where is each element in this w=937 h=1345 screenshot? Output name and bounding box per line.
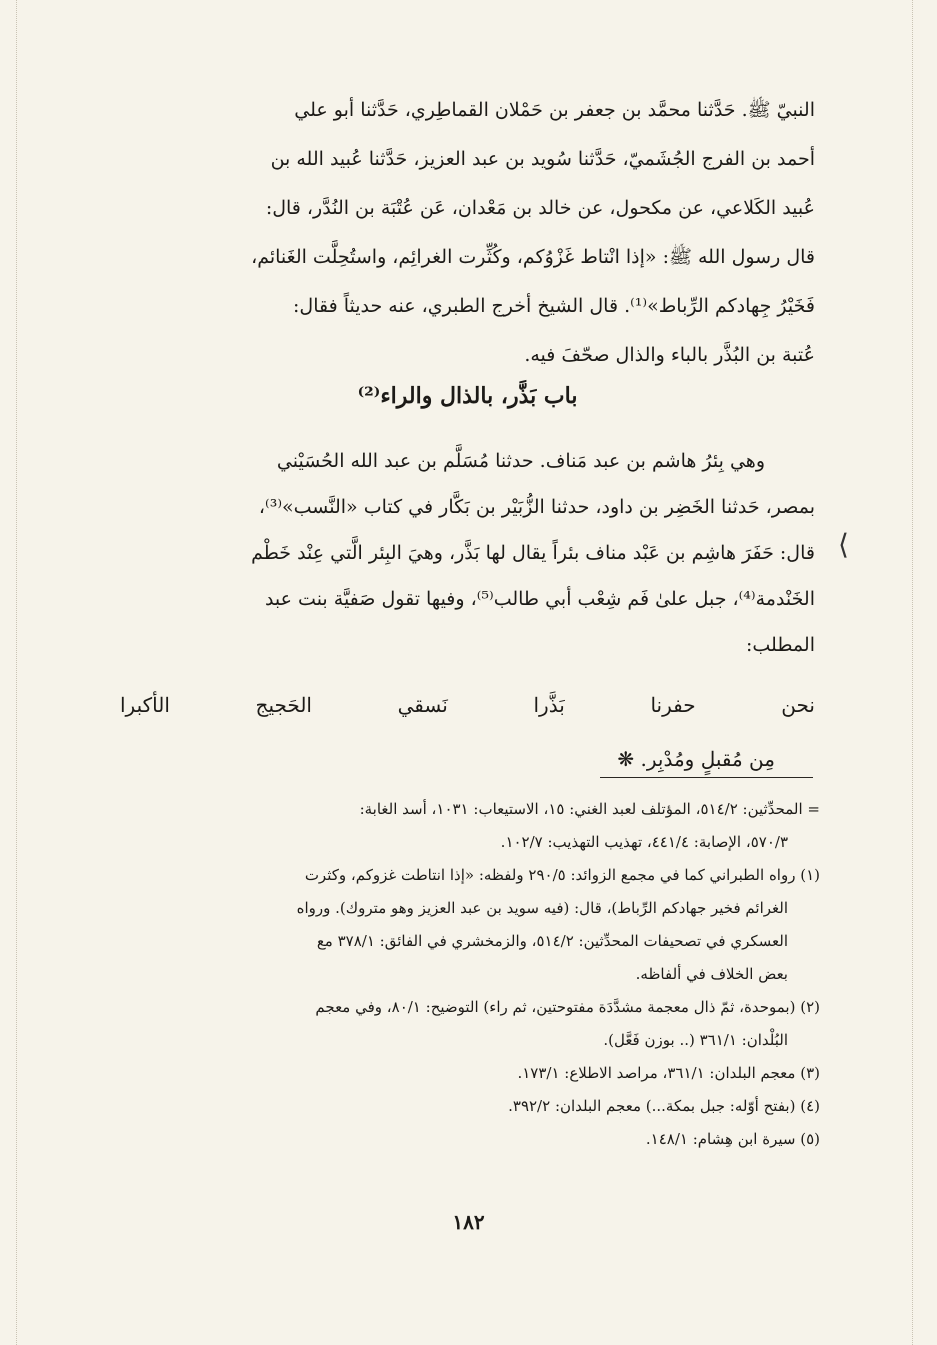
- footnote-line: بعض الخلاف في ألفاظه.: [635, 965, 788, 983]
- section-text: [120, 438, 815, 668]
- footnote-line: الغرائم فخير جهادكم الرِّباط)، قال: (فيه سويد بن عبد العزيز وهو متروك). ورواه: [296, 899, 788, 917]
- footnote-line: = المحدِّثين: ٥١٤/٢، المؤتلف لعبد الغني: ١٥، الاستيعاب: ١٠٣١، أسد الغابة:: [359, 800, 820, 818]
- footnote-line: (٢) (بموحدة، ثمّ ذال معجمة مشدَّدَة مفتوحتين، ثم راء) التوضيح: ٨٠/١، وفي معجم: [315, 998, 820, 1016]
- footnote-line: (٤) (بفتح أوّله: جبل بمكة...) معجم البلدان: ٣٩٢/٢.: [508, 1097, 820, 1115]
- footnote-divider: [600, 777, 813, 778]
- text-line: عُتبة بن البُذَّر بالباء والذال صحّفَ فيه.: [524, 344, 815, 366]
- footnote-line: العسكري في تصحيفات المحدِّثين: ٥١٤/٢، والزمخشري في الفائق: ٣٧٨/١ مع: [316, 932, 788, 950]
- footnote-line: (٥) سيرة ابن هِشام: ١٤٨/١.: [645, 1130, 820, 1148]
- text-line: النبيّ ﷺ. حَدَّثنا محمَّد بن جعفر بن حَمْلان القماطِري، حَدَّثنا أبو علي: [294, 99, 815, 121]
- scan-edge-line: [16, 0, 17, 1345]
- verse-hemistich: نحن حفرنا بَذَّرا نَسقي الحَجيج الأكبرا: [120, 693, 815, 717]
- text-line: وهي بِئرُ هاشم بن عبد مَناف. حدثنا مُسَلَّم بن عبد الله الحُسَيْني: [276, 450, 765, 472]
- scan-edge-line: [912, 0, 913, 1345]
- text-line: الخَنْدمة⁽⁴⁾، جبل علىٰ فَم شِعْب أبي طالب⁽⁵⁾، وفيها تقول صَفيَّة بنت عبد: [264, 588, 815, 610]
- text-line: قال رسول الله ﷺ: «إذا انْتاط غَزْوُكم، وكُثِّرت الغرائِم، واستُحِلَّت الغَنائم،: [251, 246, 815, 268]
- text-line: بمصر، حَدثنا الخَضِر بن داود، حدثنا الزُّبَيْر بن بَكَّار في كتاب «النَّسب»⁽³⁾،: [258, 496, 815, 518]
- text-line: فَخَيْرُ جِهادكم الرِّباط»⁽¹⁾. قال الشيخ أخرج الطبري، عنه حديثاً فقال:: [293, 295, 815, 317]
- text-line: أحمد بن الفرج الجُشَميّ، حَدَّثنا سُويد بن عبد العزيز، حَدَّثنا عُبيد الله بن: [270, 148, 815, 170]
- footnote-line: (١) رواه الطبراني كما في مجمع الزوائد: ٢٩٠/٥ ولفظه: «إذا انتاطت غزوكم، وكثرت: [304, 866, 820, 884]
- page-number: ١٨٢: [452, 1210, 485, 1234]
- verse-hemistich: مِن مُقبلٍ ومُدْبِر. ❋: [617, 747, 775, 771]
- text-line: قال: حَفَرَ هاشِم بن عَبْد مناف بئراً يقال لها بَذَّر، وهيَ البِئر الَّتي عِنْد خَطْم: [251, 542, 815, 564]
- poem-verse: [120, 678, 815, 786]
- footnote-line: ٥٧٠/٣، الإصابة: ٤٤١/٤، تهذيب التهذيب: ١٠٢/٧.: [500, 833, 788, 851]
- text-line: المطلب:: [746, 634, 815, 656]
- margin-annotation: ⟨: [838, 528, 849, 561]
- text-line: عُبيد الكَلاعي، عن مكحول، عن خالد بن مَعْدان، عَن عُتْبَة بن النُدَّر، قال:: [265, 197, 815, 219]
- footnote-line: (٣) معجم البلدان: ٣٦١/١، مراصد الاطلاع: ١٧٣/١.: [517, 1064, 820, 1082]
- footnote-line: البُلْدان: ٣٦١/١ (.. بوزن فَعَّل).: [603, 1031, 788, 1049]
- section-heading: باب بَذَّر، بالذال والراء⁽²⁾: [357, 383, 578, 409]
- main-text: [120, 86, 815, 380]
- footnotes: [120, 793, 820, 1156]
